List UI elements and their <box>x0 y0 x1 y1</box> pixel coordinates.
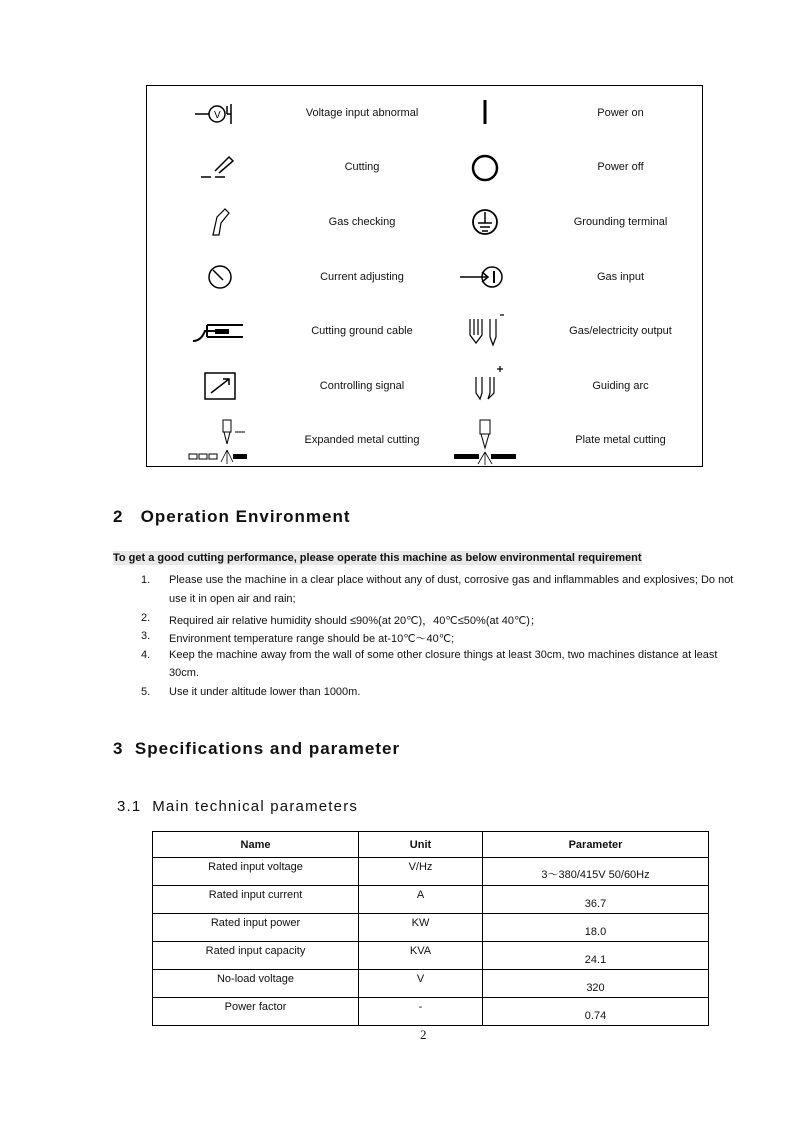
table-cell: 24.1 <box>483 942 709 970</box>
symbol-row <box>147 250 702 305</box>
grounding-terminal-icon <box>450 197 520 247</box>
symbol-table <box>146 85 703 467</box>
subsection-heading: 3.1 Main technical parameters <box>117 798 359 815</box>
symbol-label: Power on <box>597 106 644 119</box>
column-header: Name <box>153 832 359 858</box>
table-cell: V/Hz <box>359 858 483 886</box>
table-cell: Rated input voltage <box>153 858 359 886</box>
table-row <box>153 970 709 998</box>
list-item: Keep the machine away from the wall of some other closure things at least 30cm, two machines distance at least <box>169 649 718 661</box>
table-cell: 320 <box>483 970 709 998</box>
list-number: 4. <box>141 649 151 661</box>
svg-text:V: V <box>213 110 221 122</box>
list-item: Environment temperature range should be at-10℃～40℃; <box>169 633 455 645</box>
table-row <box>153 942 709 970</box>
list-number: 5. <box>141 686 151 698</box>
table-cell: 0.74 <box>483 998 709 1026</box>
table-header-row <box>153 832 709 858</box>
table-cell: Rated input capacity <box>153 942 359 970</box>
table-cell: No-load voltage <box>153 970 359 998</box>
spec-table <box>152 831 709 1026</box>
symbol-label: Expanded metal cutting <box>304 434 420 447</box>
table-row <box>153 858 709 886</box>
table-cell: KW <box>359 914 483 942</box>
list-item: use it in open air and rain; <box>169 593 296 605</box>
gas-checking-icon <box>185 197 255 247</box>
table-cell: KVA <box>359 942 483 970</box>
intro-text: To get a good cutting performance, please operate this machine as below environmental requirement <box>113 552 642 564</box>
table-row <box>153 998 709 1026</box>
symbol-label: Guiding arc <box>592 379 649 392</box>
list-item: Required air relative humidity should ≤90%(at 20℃)，40℃≤50%(at 40℃)； <box>169 615 541 627</box>
table-cell: A <box>359 886 483 914</box>
plate-metal-cutting-icon <box>450 416 520 466</box>
power-on-icon <box>450 88 520 138</box>
table-cell: 3～380/415V 50/60Hz <box>483 858 709 886</box>
symbol-label: Voltage input abnormal <box>305 106 419 119</box>
gas-input-icon <box>450 252 520 302</box>
table-cell: Rated input current <box>153 886 359 914</box>
symbol-row <box>147 359 702 414</box>
page-number: 2 <box>420 1027 427 1042</box>
table-row <box>153 886 709 914</box>
table-cell: 36.7 <box>483 886 709 914</box>
table-cell: 18.0 <box>483 914 709 942</box>
power-off-icon <box>450 143 520 193</box>
table-cell: V <box>359 970 483 998</box>
guiding-arc-icon <box>450 361 520 411</box>
symbol-label: Gas/electricity output <box>569 325 672 338</box>
symbol-row <box>147 414 702 469</box>
expanded-metal-cutting-icon <box>185 416 255 466</box>
section-heading: 3 Specifications and parameter <box>113 739 401 758</box>
current-adjusting-icon <box>185 252 255 302</box>
symbol-row <box>147 195 702 250</box>
ground-cable-icon <box>185 307 255 357</box>
symbol-label: Power off <box>597 161 644 174</box>
table-cell: Rated input power <box>153 914 359 942</box>
list-number: 1. <box>141 574 151 586</box>
symbol-label: Plate metal cutting <box>575 434 666 447</box>
symbol-label: Cutting <box>344 161 380 174</box>
gas-electricity-output-icon <box>450 307 520 357</box>
symbol-label: Gas input <box>596 270 645 283</box>
section-heading: 2 Operation Environment <box>113 507 351 526</box>
symbol-row <box>147 86 702 141</box>
table-cell: - <box>359 998 483 1026</box>
symbol-label: Controlling signal <box>319 379 405 392</box>
symbol-row <box>147 141 702 196</box>
list-number: 3. <box>141 630 151 642</box>
symbol-label: Cutting ground cable <box>311 325 413 338</box>
column-header: Parameter <box>483 832 709 858</box>
voltage-input-abnormal-icon <box>185 88 255 138</box>
list-item: Please use the machine in a clear place without any of dust, corrosive gas and inflammables and explosives; Do not <box>169 574 734 586</box>
table-row <box>153 914 709 942</box>
list-number: 2. <box>141 612 151 624</box>
column-header: Unit <box>359 832 483 858</box>
symbol-label: Current adjusting <box>320 270 404 283</box>
symbol-label: Grounding terminal <box>573 215 668 228</box>
symbol-label: Gas checking <box>328 215 396 228</box>
cutting-icon <box>185 143 255 193</box>
list-item: Use it under altitude lower than 1000m. <box>169 686 361 698</box>
symbol-row <box>147 304 702 359</box>
list-item: 30cm. <box>169 667 199 679</box>
control-signal-icon <box>185 361 255 411</box>
table-cell: Power factor <box>153 998 359 1026</box>
